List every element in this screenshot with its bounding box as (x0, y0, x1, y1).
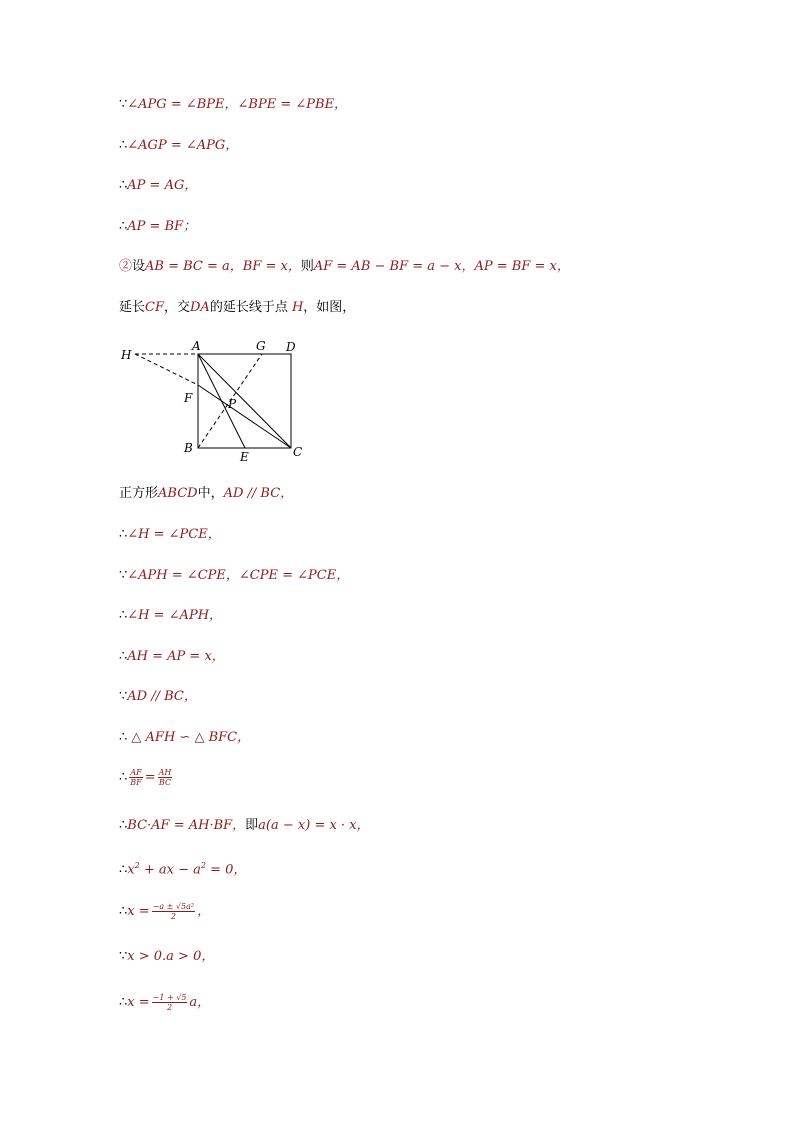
math-expression: x > 0.a > 0， (127, 949, 215, 964)
therefore-symbol: ∴ (119, 219, 128, 234)
text-segment: 延长 (119, 300, 146, 315)
math-expression: AD // BC， (223, 486, 294, 501)
proof-line-3 (119, 178, 197, 194)
math-expression: CF (145, 300, 164, 315)
denominator: BC (158, 778, 172, 787)
numerator: −a ± √5a² (152, 902, 195, 911)
math-expression: ABCD (158, 486, 198, 501)
denominator: 2 (166, 1003, 173, 1012)
math-expression: ∠H = ∠APH， (127, 608, 223, 623)
exponent: 2 (200, 861, 206, 870)
numerator: −1 + √5 (152, 993, 187, 1002)
proof-line-11 (119, 649, 225, 665)
math-expression: a， (189, 995, 211, 1010)
math-expression: a(a − x) = x · x， (258, 818, 370, 833)
because-symbol: ∵ (119, 949, 128, 964)
diagonal-ac (198, 354, 291, 448)
label-c: C (293, 445, 303, 459)
proof-line-2 (119, 138, 238, 154)
proof-line-6 (119, 300, 355, 316)
proof-line-14 (119, 818, 370, 834)
therefore-symbol: ∴ (119, 770, 128, 785)
proof-line-8 (119, 527, 221, 543)
circled-number: ② (119, 259, 133, 274)
therefore-symbol: ∴ (119, 904, 128, 919)
text-segment: 设 (132, 259, 146, 274)
punctuation: ， (197, 904, 211, 919)
therefore-symbol: ∴ (119, 138, 128, 153)
proof-line-17 (119, 949, 214, 965)
math-expression: ∠AGP = ∠APG， (127, 138, 239, 153)
proof-line-12 (119, 689, 197, 705)
math-expression: DA (190, 300, 210, 315)
therefore-symbol: ∴ (119, 608, 128, 623)
fraction-final (152, 993, 188, 1012)
exponent: 2 (134, 861, 140, 870)
proof-line-4 (119, 219, 196, 235)
denominator: 2 (170, 912, 176, 921)
because-symbol: ∵ (119, 689, 128, 704)
text-segment: 则 (300, 259, 314, 274)
math-expression: = 0， (205, 862, 247, 878)
because-symbol: ∵ (119, 97, 128, 112)
label-d: D (286, 340, 296, 354)
label-g: G (256, 339, 266, 353)
therefore-symbol: ∴ (119, 527, 128, 542)
math-expression: H (291, 300, 304, 315)
dashed-line-hf (135, 354, 198, 385)
text-segment: 的延长线于点 (209, 300, 292, 315)
label-a: A (192, 339, 201, 353)
fraction-solution (152, 902, 195, 921)
math-expression: ∠APH = ∠CPE，∠CPE = ∠PCE， (127, 568, 350, 583)
text-segment: ，如图， (303, 300, 356, 315)
math-expression: BC·AF = AH·BF， (127, 818, 246, 833)
math-expression: x = (127, 995, 150, 1010)
therefore-symbol: ∴ (119, 995, 128, 1010)
therefore-symbol: ∴ (119, 178, 128, 193)
math-expression: + ax − a (139, 862, 201, 878)
numerator: AF (130, 768, 142, 777)
proof-line-10 (119, 608, 222, 624)
line-fc (198, 385, 291, 448)
proof-line-16 (119, 902, 210, 921)
proof-line-ratio (119, 768, 174, 787)
numerator: AH (158, 768, 172, 777)
equals-sign: = (144, 770, 156, 785)
label-p: P (228, 397, 237, 411)
fraction-af-bf (129, 768, 142, 787)
proof-line-13 (119, 730, 250, 746)
line-ae (198, 354, 245, 448)
text-segment: 即 (245, 818, 259, 833)
proof-line-1 (119, 97, 347, 113)
proof-line-15 (119, 858, 246, 878)
geometry-figure (115, 335, 315, 470)
label-b: B (184, 441, 193, 455)
math-expression: AH = AP = x， (127, 649, 225, 664)
therefore-symbol: ∴ (119, 649, 128, 664)
math-expression: AD // BC， (127, 689, 197, 704)
therefore-symbol: ∴ (119, 862, 128, 878)
math-expression: AP = BF； (127, 219, 197, 234)
label-f: F (184, 391, 193, 405)
text-segment: 正方形 (119, 486, 159, 501)
math-expression: x (127, 862, 135, 878)
fraction-ah-bc (158, 768, 173, 787)
math-expression: AF = AB − BF = a − x，AP = BF = x， (313, 259, 570, 274)
text-segment: 中， (197, 486, 224, 501)
proof-line-9 (119, 568, 349, 584)
math-expression: ∠APG = ∠BPE，∠BPE = ∠PBE， (127, 97, 348, 112)
therefore-symbol: ∴ (119, 818, 128, 833)
math-expression: ∠H = ∠PCE， (127, 527, 221, 542)
text-segment: ，交 (163, 300, 190, 315)
math-expression: x = (127, 904, 150, 919)
math-expression: AP = AG， (127, 178, 198, 193)
proof-line-18 (119, 993, 210, 1012)
proof-line-7 (119, 486, 293, 502)
math-expression: △ AFH ∽ △ BFC， (127, 730, 251, 745)
label-e: E (240, 450, 249, 464)
denominator: BF (130, 778, 142, 787)
because-symbol: ∵ (119, 568, 128, 583)
proof-line-5 (119, 259, 570, 275)
math-expression: AB = BC = a，BF = x， (145, 259, 301, 274)
therefore-symbol: ∴ (119, 730, 128, 745)
label-h: H (121, 348, 132, 362)
